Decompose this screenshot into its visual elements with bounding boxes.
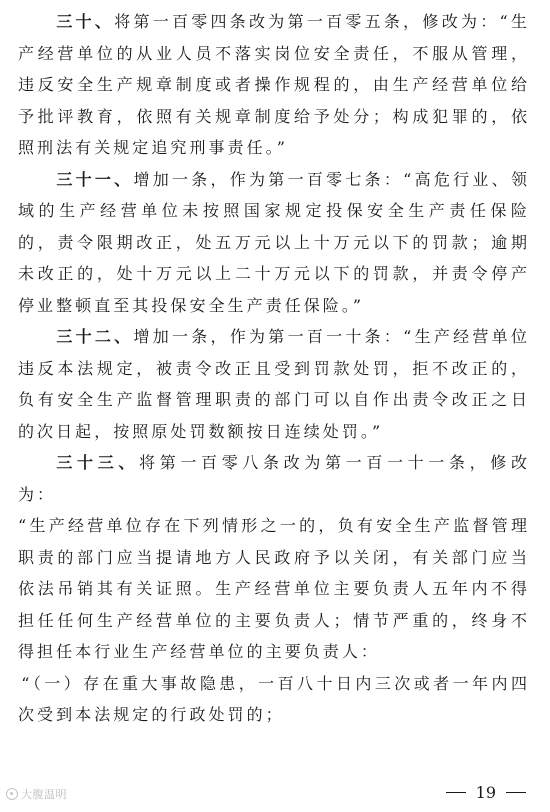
page-footer: [0, 780, 550, 804]
article-31-number: 三十一、: [56, 169, 134, 189]
article-33-body-text: “生产经营单位存在下列情形之一的，负有安全生产监督管理职责的部门应当提请地方人民政府予以关闭，有关部门应当依法吊销其有关证照。生产经营单位主要负责人五年内不得担任任何生产经营单位的主要负责人；情节严重的，终身不得担任本行业生产经营单位的主要负责人：: [18, 516, 530, 661]
watermark-text: 大腹温明: [21, 788, 67, 801]
article-32-text: 增加一条，作为第一百一十条：“生产经营单位违反本法规定，被责令改正且受到罚款处罚，拒不改正的，负有安全生产监督管理职责的部门可以自作出责令改正之日的次日起，按照原处罚数额按日连续处罚。”: [18, 327, 530, 441]
article-33-number: 三十三、: [56, 453, 140, 472]
page-number-dash-left: [446, 792, 466, 794]
article-31-text: 增加一条，作为第一百零七条：“高危行业、领域的生产经营单位未按照国家规定投保安全生产责任保险的，责令限期改正，处五万元以上十万元以下的罚款；逾期未改正的，处十万元以上二十万元以下的罚款，并责令停产停业整顿直至其投保安全生产责任保险。”: [18, 169, 530, 315]
article-33-text: 将第一百零八条改为第一百一十一条，修改为：: [18, 453, 531, 504]
weibo-watermark-icon: [6, 788, 18, 800]
paragraph-article-33-item-1: [18, 668, 530, 731]
paragraph-article-31: [18, 164, 530, 322]
article-32-number: 三十二、: [56, 327, 134, 346]
paragraph-article-32: [18, 321, 530, 447]
paragraph-article-30: [18, 6, 530, 164]
watermark: [6, 786, 67, 802]
page-number: [446, 783, 526, 802]
page-number-dash-right: [506, 792, 526, 794]
article-33-item-1-text: “（一）存在重大事故隐患，一百八十日内三次或者一年内四次受到本法规定的行政处罚的；: [18, 673, 530, 724]
paragraph-article-33-body: [18, 510, 530, 668]
paragraph-article-33: [18, 447, 530, 510]
article-30-text: 将第一百零四条改为第一百零五条，修改为：“生产经营单位的从业人员不落实岗位安全责任，不服从管理，违反安全生产规章制度或者操作规程的，由生产经营单位给予批评教育，依照有关规章制度给予处分；构成犯罪的，依照刑法有关规定追究刑事责任。”: [18, 12, 530, 157]
page-number-value: 19: [475, 783, 496, 802]
article-30-number: 三十、: [56, 12, 115, 31]
